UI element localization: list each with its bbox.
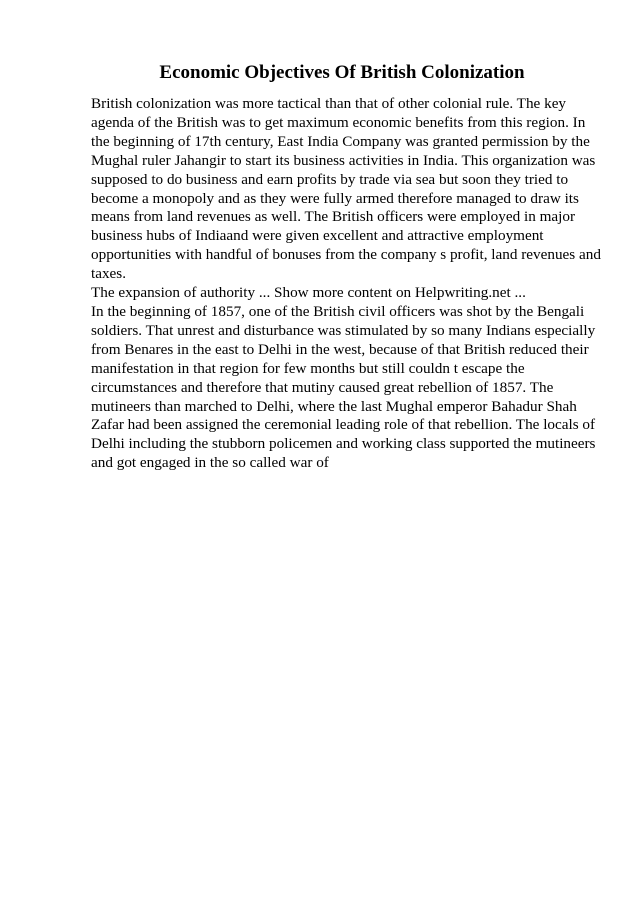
body-line: agenda of the British was to get maximum economic benefits from this region. In [91,113,586,131]
body-line: In the beginning of 1857, one of the British civil officers was shot by the Bengali [91,302,585,320]
body-line: become a monopoly and as they were fully armed therefore managed to draw its [91,189,579,207]
body-line: business hubs of Indiaand were given excellent and attractive employment [91,227,544,245]
body-line: Zafar had been assigned the ceremonial leading role of that rebellion. The locals of [91,416,596,434]
body-line: means from land revenues as well. The British officers were employed in major [91,208,576,226]
body-line: British colonization was more tactical than that of other colonial rule. The key [91,95,567,112]
document-title: Economic Objectives Of British Colonization [159,62,525,83]
body-line: the beginning of 17th century, East India Company was granted permission by the [91,132,590,150]
show-more-line: The expansion of authority ... Show more content on Helpwriting.net ... [91,284,526,302]
body-line: and got engaged in the so called war of [91,454,329,472]
body-line: manifestation in that region for few months but still couldn t escape the [91,359,525,377]
document-body [91,95,611,473]
body-line: circumstances and therefore that mutiny caused great rebellion of 1857. The [91,378,554,396]
body-line: taxes. [91,265,127,283]
body-line: supposed to do business and earn profits by trade via sea but soon they tried to [91,170,569,188]
body-line: opportunities with handful of bonuses from the company s profit, land revenues and [91,246,601,264]
body-line: from Benares in the east to Delhi in the west, because of that British reduced their [91,340,589,358]
body-line: Mughal ruler Jahangir to start its business activities in India. This organization was [91,151,596,169]
body-line: mutineers than marched to Delhi, where the last Mughal emperor Bahadur Shah [91,397,577,415]
body-line: soldiers. That unrest and disturbance was stimulated by so many Indians especially [91,321,596,339]
body-line: Delhi including the stubborn policemen and working class supported the mutineers [91,435,596,453]
